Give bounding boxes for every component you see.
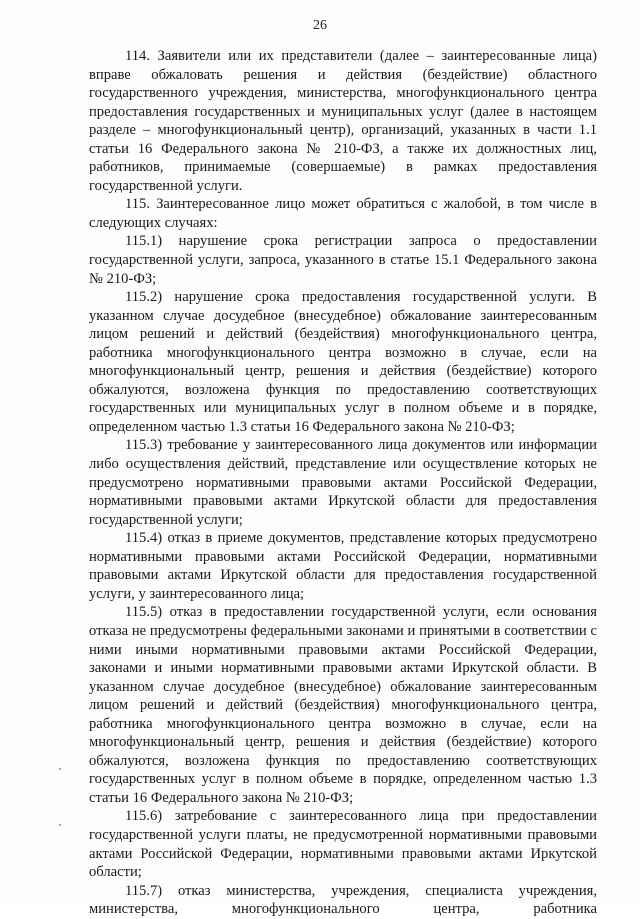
- paragraph-114: 114. Заявители или их представители (далее – заинтересованные лица) вправе обжаловать решения и действия (бездействие) областного государственного учреждения, министерства, многофункционального центра предоставления государственных и муниципальных услуг (далее в настоящем разделе – многофункциональный центр), организаций, указанных в части 1.1 статьи 16 Федерального закона № 210-ФЗ, а также их должностных лиц, работников, принимаемые (совершаемые) в рамках предоставления государственной услуги.: [89, 48, 597, 194]
- paragraph-115-7: 115.7) отказ министерства, учреждения, специалиста учреждения, министерства, многофункционального центра, работника: [89, 882, 597, 918]
- paragraph-115-1: 115.1) нарушение срока регистрации запроса о предоставлении государственной услуги, запроса, указанного в статье 15.1 Федерального закона № 210-ФЗ;: [89, 233, 597, 287]
- margin-speck: [59, 824, 61, 826]
- paragraph-115-2: 115.2) нарушение срока предоставления государственной услуги. В указанном случае досудебное (внесудебное) обжалование заинтересованным лицом решений и действий (бездействия) многофункционального центра, работника многофункционального центра возможно в случае, если на многофункциональный центр, решения и действия (бездействие) которого обжалуются, возложена функция по предоставлению соответствующих государственных или муниципальных услуг в полном объеме и в порядке, определенном частью 1.3 статьи 16 Федерального закона № 210-ФЗ;: [89, 289, 597, 435]
- paragraph-115-6: 115.6) затребование с заинтересованного лица при предоставлении государственной услуги платы, не предусмотренной нормативными правовыми актами Российской Федерации, нормативными правовыми актами Иркутской области;: [89, 808, 597, 881]
- paragraph-115-4: 115.4) отказ в приеме документов, представление которых предусмотрено нормативными правовыми актами Российской Федерации, нормативными правовыми актами Иркутской области для предоставления государственной услуги, у заинтересованного лица;: [89, 530, 597, 602]
- document-body: [89, 47, 597, 919]
- paragraph-115-3: 115.3) требование у заинтересованного лица документов или информации либо осуществления действий, представление или осуществление которых не предусмотрено нормативными правовыми актами Российской Федерации, нормативными правовыми актами Иркутской области для предоставления государственной услуги;: [89, 437, 597, 528]
- page-number: 26: [313, 18, 327, 33]
- paragraph-115: 115. Заинтересованное лицо может обратиться с жалобой, в том числе в следующих случаях:: [89, 196, 597, 231]
- margin-speck: [59, 768, 61, 770]
- paragraph-115-5: 115.5) отказ в предоставлении государственной услуги, если основания отказа не предусмотрены федеральными законами и принятыми в соответствии с ними иными нормативными правовыми актами Российской Федерации, законами и иными нормативными правовыми актами Иркутской области. В указанном случае досудебное (внесудебное) обжалование заинтересованным лицом решений и действий (бездействия) многофункционального центра, работника многофункционального центра возможно в случае, если на многофункциональный центр, решения и действия (бездействие) которого обжалуются, возложена функция по предоставлению соответствующих государственных услуг в полном объеме в порядке, определенном частью 1.3 статьи 16 Федерального закона № 210-ФЗ;: [89, 604, 597, 806]
